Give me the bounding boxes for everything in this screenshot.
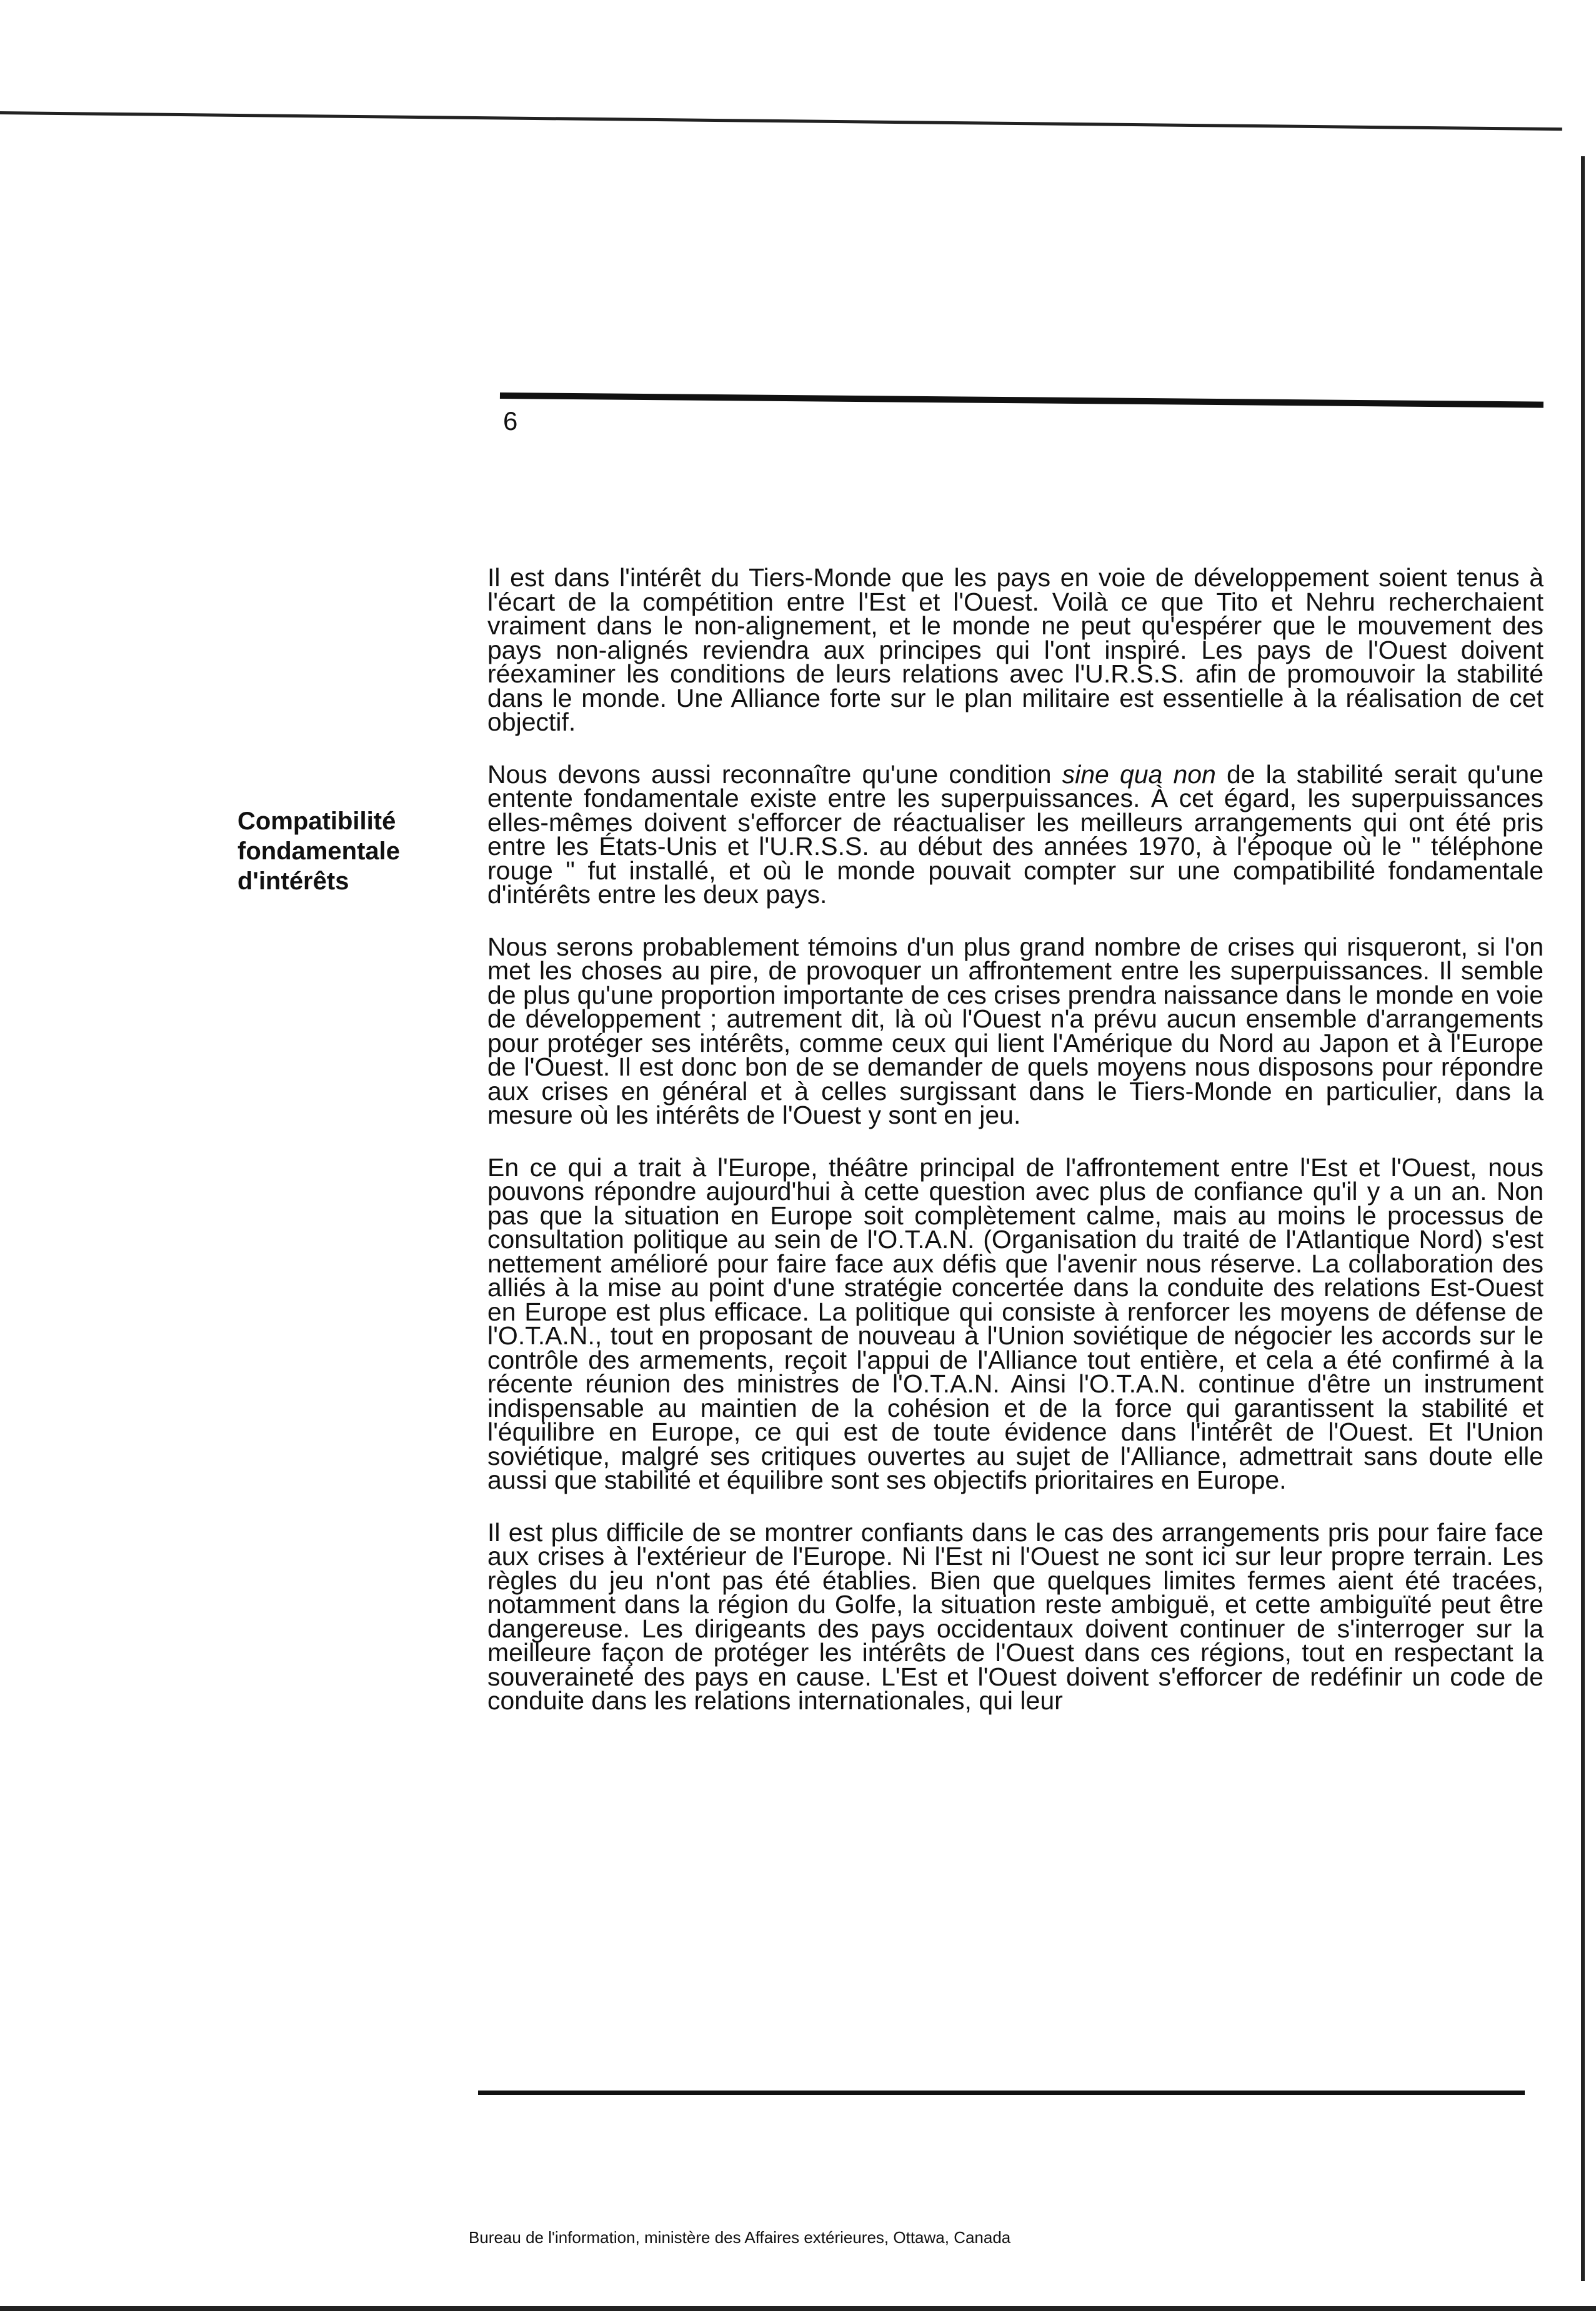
page-number: 6 <box>503 406 518 436</box>
scan-edge-top <box>0 111 1562 131</box>
paragraph-2-start: Nous devons aussi reconnaître qu'une condition <box>487 759 1062 789</box>
footer-credit: Bureau de l'information, ministère des Affaires extérieures, Ottawa, Canada <box>469 2228 1011 2247</box>
body-text <box>487 563 1544 1741</box>
side-heading: Compatibilité fondamentale d'intérêts <box>237 807 401 895</box>
paragraph-2 <box>487 759 1544 909</box>
paragraph-4: En ce qui a trait à l'Europe, théâtre principal de l'affrontement entre l'Est et l'Ouest, nous pouvons répondre aujourd'hui à cette question avec plus de confiance qu'il y a un an. Non pas que la situation en Europe soit complètement calme, mais au moins le processus de consultation politique au sein de l'O.T.A.N. (Organisation du traité de l'Atlantique Nord) s'est nettement amélioré pour faire face aux défis que l'avenir nous réserve. La collaboration des alliés à la mise au point d'une stratégie concertée dans la conduite des relations Est-Ouest en Europe est plus efficace. La politique qui consiste à renforcer les moyens de défense de l'O.T.A.N., tout en proposant de nouveau à l'Union soviétique de négocier les accords sur le contrôle des armements, reçoit l'appui de l'Alliance tout entière, et cela a été confirmé à la récente réunion des ministres de l'O.T.A.N. Ainsi l'O.T.A.N. continue d'être un instrument indispensable au maintien de la cohésion et de la force qui garantissent la stabilité et l'équilibre en Europe, ce qui est de toute évidence dans l'intérêt de l'Ouest. Et l'Union soviétique, malgré ses critiques ouvertes au sujet de l'Alliance, admettrait sans doute elle aussi que stabilité et équilibre sont ses objectifs prioritaires en Europe. <box>487 1152 1544 1494</box>
paragraph-2-end: de la stabilité serait qu'une entente fondamentale existe entre les superpuissances. À cet égard, les superpuissances elles-mêmes doivent s'efforcer de réactualiser les meilleurs arrangements qui ont été pris entre les États-Unis et l'U.R.S.S. au début des années 1970, à l'époque où le " téléphone rouge " fut installé, et où le monde pouvait compter sur une compatibilité fondamentale d'intérêts entre les deux pays. <box>487 759 1544 909</box>
paragraph-5: Il est plus difficile de se montrer confiants dans le cas des arrangements pris pour faire face aux crises à l'extérieur de l'Europe. Ni l'Est ni l'Ouest ne sont ici sur leur propre terrain. Les règles du jeu n'ont pas été établies. Bien que quelques limites fermes aient été tracées, notamment dans la région du Golfe, la situation reste ambiguë, et cette ambiguïté peut être dangereuse. Les dirigeants des pays occidentaux doivent continuer de s'interroger sur la meilleure façon de protéger les intérêts de l'Ouest dans ces régions, tout en respectant la souveraineté des pays en cause. L'Est et l'Ouest doivent s'efforcer de redéfinir un code de conduite dans les relations internationales, qui leur <box>487 1517 1544 1715</box>
latin-phrase: sine qua non <box>1062 759 1216 789</box>
scan-edge-right <box>1581 156 1585 2281</box>
scan-edge-bottom <box>0 2306 1596 2311</box>
header-rule <box>500 392 1544 408</box>
paragraph-3: Nous serons probablement témoins d'un plus grand nombre de crises qui risqueront, si l'on met les choses au pire, de provoquer un affrontement entre les superpuissances. Il semble de plus qu'une proportion importante de ces crises prendra naissance dans le monde en voie de développement ; autrement dit, là où l'Ouest n'a prévu aucun ensemble d'arrangements pour protéger ses intérêts, comme ceux qui lient l'Amérique du Nord au Japon et à l'Europe de l'Ouest. Il est donc bon de se demander de quels moyens nous disposons pour répondre aux crises en général et à celles surgissant dans le Tiers-Monde en particulier, dans la mesure où les intérêts de l'Ouest y sont en jeu. <box>487 932 1544 1129</box>
paragraph-1: Il est dans l'intérêt du Tiers-Monde que les pays en voie de développement soient tenus à l'écart de la compétition entre l'Est et l'Ouest. Voilà ce que Tito et Nehru recherchaient vraiment dans le non-alignement, et le monde ne peut qu'espérer que le mouvement des pays non-alignés reviendra aux principes qui l'ont inspiré. Les pays de l'Ouest doivent réexaminer les conditions de leurs relations avec l'U.R.S.S. afin de promouvoir la stabilité dans le monde. Une Alliance forte sur le plan militaire est essentielle à la réalisation de cet objectif. <box>487 563 1544 736</box>
footer-rule <box>478 2091 1525 2095</box>
